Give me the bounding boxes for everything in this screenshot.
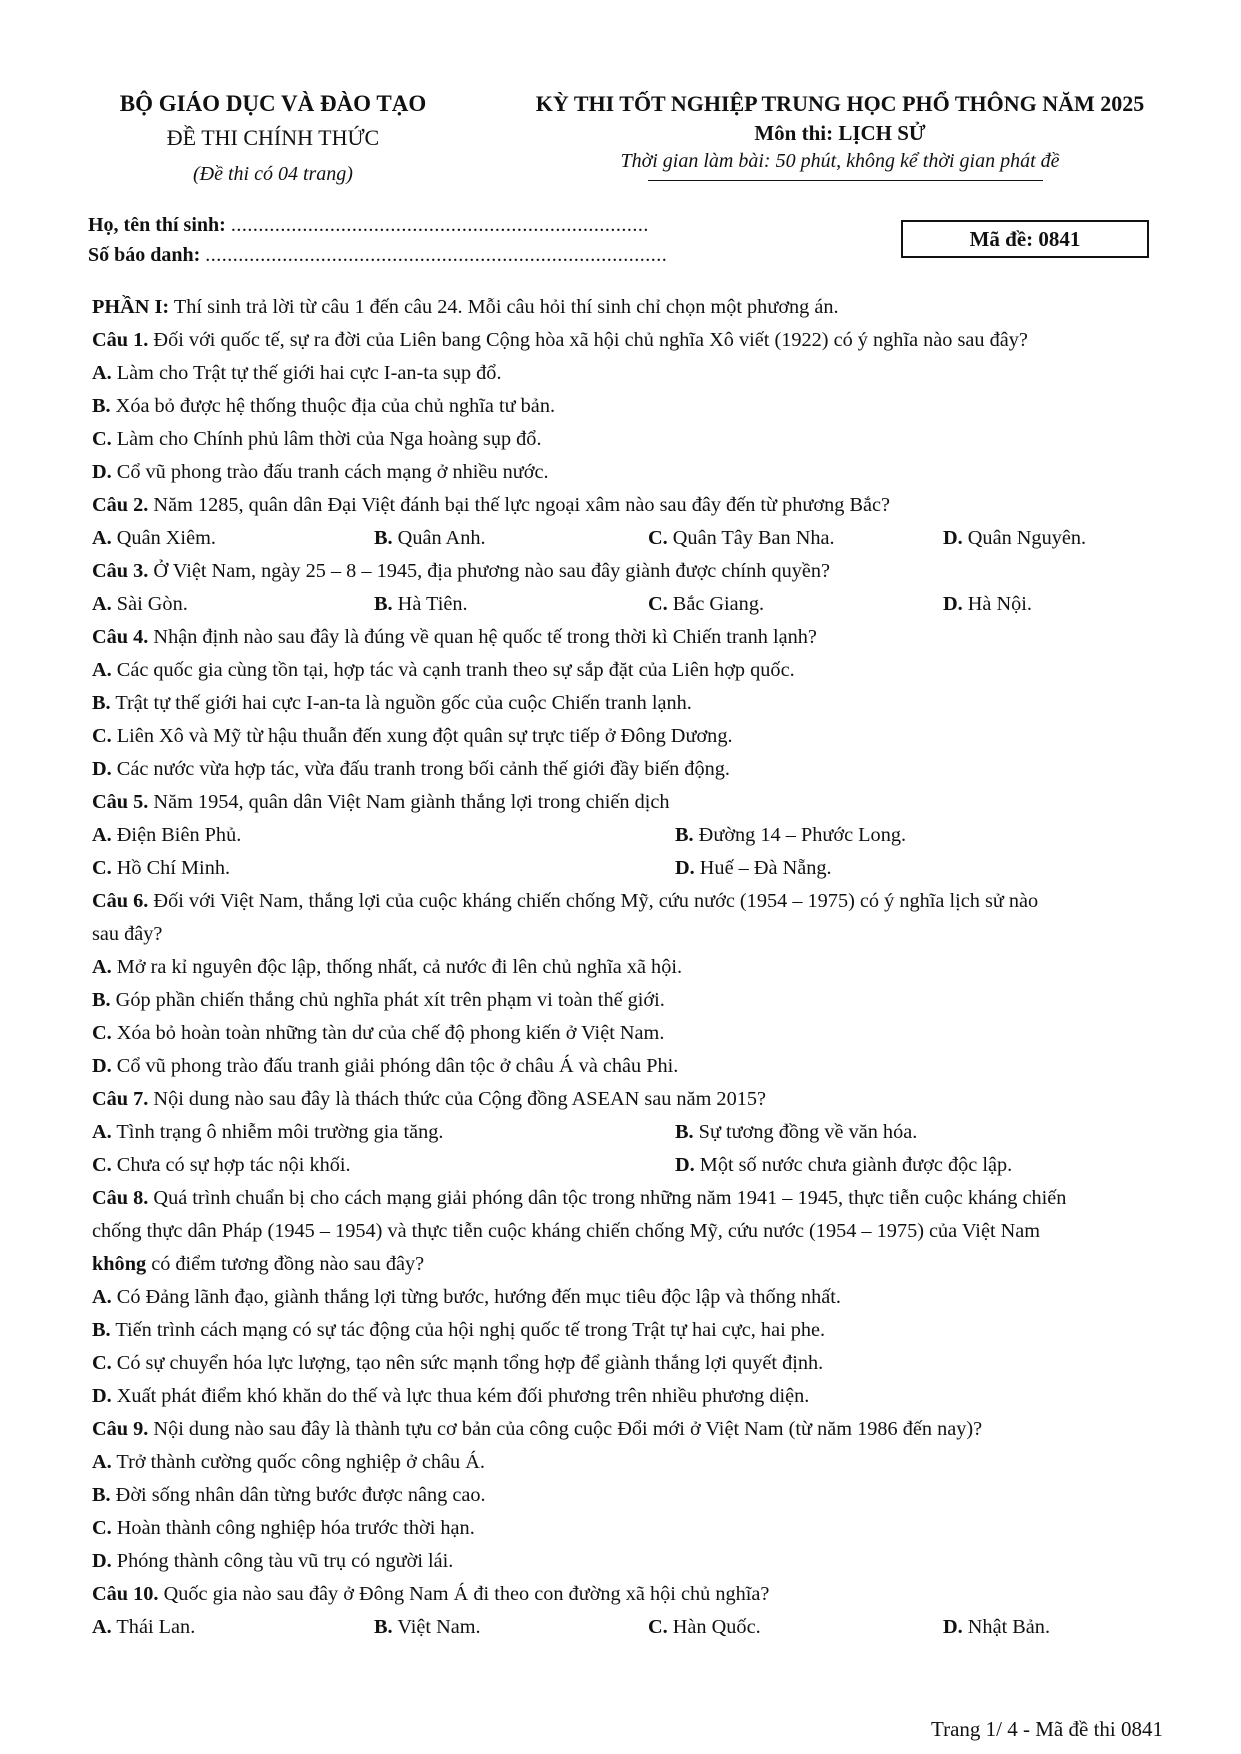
question-text: Nội dung nào sau đây là thành tựu cơ bản của công cuộc Đổi mới ở Việt Nam (từ năm 1986 đến nay)?: [148, 1418, 983, 1440]
exam-code-box: Mã đề: 0841: [901, 220, 1149, 258]
question-1: [92, 324, 1172, 357]
question-text: Năm 1954, quân dân Việt Nam giành thắng lợi trong chiến dịch: [148, 791, 670, 813]
option-key: A.: [92, 1616, 112, 1638]
option-key: A.: [92, 824, 112, 846]
option-key: C.: [648, 527, 668, 549]
option-key: D.: [943, 1616, 963, 1638]
option-text: Cổ vũ phong trào đấu tranh giải phóng dân tộc ở châu Á và châu Phi.: [111, 1055, 679, 1077]
question-6: [92, 885, 1172, 918]
option-key: C.: [92, 428, 112, 450]
option: [92, 1116, 675, 1149]
option: [92, 1512, 1172, 1545]
candidate-name-label: Họ, tên thí sinh:: [88, 214, 226, 236]
option: [92, 390, 1172, 423]
option: [675, 819, 906, 852]
part-label: PHẦN I:: [92, 296, 170, 318]
option: [92, 1545, 1172, 1578]
option-text: Các quốc gia cùng tồn tại, hợp tác và cạnh tranh theo sự sắp đặt của Liên hợp quốc.: [111, 659, 795, 681]
option-key: B.: [675, 1121, 694, 1143]
option: [92, 1380, 1172, 1413]
option-text: Sự tương đồng về văn hóa.: [693, 1121, 918, 1143]
header-right: [480, 90, 1200, 174]
option-text: Đời sống nhân dân từng bước được nâng cao.: [110, 1484, 486, 1506]
question-4: [92, 621, 1172, 654]
option: [675, 852, 832, 885]
option-text: Việt Nam.: [392, 1616, 481, 1638]
question-9: [92, 1413, 1172, 1446]
option-key: C.: [92, 857, 112, 879]
option: [92, 1050, 1172, 1083]
option-key: A.: [92, 527, 112, 549]
question-5: [92, 786, 1172, 819]
options-row: [92, 588, 1172, 621]
option-text: Bắc Giang.: [667, 593, 765, 615]
pages-note: (Đề thi có 04 trang): [193, 163, 353, 185]
option-text: Làm cho Trật tự thế giới hai cực I-an-ta sụp đổ.: [111, 362, 502, 384]
question-text: Nhận định nào sau đây là đúng về quan hệ quốc tế trong thời kì Chiến tranh lạnh?: [148, 626, 817, 648]
option-text: Hà Tiên.: [392, 593, 468, 615]
option: [92, 753, 1172, 786]
option-text: Hoàn thành công nghiệp hóa trước thời hạn.: [111, 1517, 475, 1539]
options-row: [92, 1149, 1172, 1182]
question-label: Câu 6.: [92, 890, 149, 912]
option: [92, 588, 374, 621]
question-2: [92, 489, 1172, 522]
option-key: C.: [92, 1154, 112, 1176]
question-text: Ở Việt Nam, ngày 25 – 8 – 1945, địa phương nào sau đây giành được chính quyền?: [148, 560, 831, 582]
option-key: C.: [92, 1022, 112, 1044]
option-text: Đường 14 – Phước Long.: [693, 824, 907, 846]
option: [648, 1611, 943, 1644]
question-10: [92, 1578, 1172, 1611]
option: [92, 522, 374, 555]
part-instruction: [92, 291, 1172, 324]
option: [92, 687, 1172, 720]
options-row: [92, 1611, 1172, 1644]
candidate-id-label: Số báo danh:: [88, 244, 201, 266]
question-text: Nội dung nào sau đây là thách thức của Cộng đồng ASEAN sau năm 2015?: [148, 1088, 766, 1110]
option-text: Hà Nội.: [962, 593, 1032, 615]
candidate-name-dots: ............................................................................: [230, 214, 649, 236]
option-key: D.: [92, 1550, 112, 1572]
option-text: Quân Tây Ban Nha.: [667, 527, 835, 549]
option-key: B.: [374, 593, 393, 615]
option: [92, 984, 1172, 1017]
option: [92, 1314, 1172, 1347]
time-note: Thời gian làm bài: 50 phút, không kể thời gian phát đề: [620, 150, 1060, 172]
option-text: Xóa bỏ hoàn toàn những tàn dư của chế độ phong kiến ở Việt Nam.: [111, 1022, 665, 1044]
option: [675, 1116, 917, 1149]
option-text: Sài Gòn.: [111, 593, 188, 615]
header-divider: [648, 180, 1043, 181]
option: [943, 1611, 1050, 1644]
option-text: Hàn Quốc.: [667, 1616, 761, 1638]
option-text: Cổ vũ phong trào đấu tranh cách mạng ở nhiều nước.: [111, 461, 549, 483]
candidate-name-field: [88, 212, 649, 238]
option: [92, 1017, 1172, 1050]
option-text: Quân Anh.: [392, 527, 486, 549]
option-key: A.: [92, 659, 112, 681]
official-label: ĐỀ THI CHÍNH THỨC: [166, 125, 380, 150]
question-text-end: có điểm tương đồng nào sau đây?: [146, 1253, 425, 1275]
option-text: Trật tự thế giới hai cực I-an-ta là nguồn gốc của cuộc Chiến tranh lạnh.: [110, 692, 692, 714]
option-key: D.: [943, 593, 963, 615]
option: [675, 1149, 1012, 1182]
option: [648, 522, 943, 555]
question-label: Câu 9.: [92, 1418, 149, 1440]
option-text: Điện Biên Phủ.: [111, 824, 242, 846]
option: [92, 1611, 374, 1644]
option: [374, 1611, 648, 1644]
option-text: Nhật Bản.: [962, 1616, 1051, 1638]
option-text: Các nước vừa hợp tác, vừa đấu tranh trong bối cảnh thế giới đầy biến động.: [111, 758, 730, 780]
option-key: D.: [92, 461, 112, 483]
option: [92, 720, 1172, 753]
candidate-id-field: [88, 242, 667, 268]
option-text: Liên Xô và Mỹ từ hậu thuẫn đến xung đột quân sự trực tiếp ở Đông Dương.: [111, 725, 733, 747]
option-key: D.: [92, 1055, 112, 1077]
option-text: Tiến trình cách mạng có sự tác động của hội nghị quốc tế trong Trật tự hai cực, hai phe.: [110, 1319, 826, 1341]
question-7: [92, 1083, 1172, 1116]
option: [92, 951, 1172, 984]
option-key: C.: [92, 725, 112, 747]
question-label: Câu 3.: [92, 560, 149, 582]
part-text: Thí sinh trả lời từ câu 1 đến câu 24. Mỗi câu hỏi thí sinh chỉ chọn một phương án.: [169, 296, 839, 318]
question-text-continued: chống thực dân Pháp (1945 – 1954) và thực tiễn cuộc kháng chiến chống Mỹ, cứu nước (1954 – 1975) của Việt Nam: [92, 1220, 1041, 1242]
question-label: Câu 1.: [92, 329, 149, 351]
option-key: D.: [675, 857, 695, 879]
option-text: Có Đảng lãnh đạo, giành thắng lợi từng bước, hướng đến mục tiêu độc lập và thống nhất.: [111, 1286, 841, 1308]
question-text: Quá trình chuẩn bị cho cách mạng giải phóng dân tộc trong những năm 1941 – 1945, thực tiễn cuộc kháng chiến: [148, 1187, 1067, 1209]
page-footer: Trang 1/ 4 - Mã đề thi 0841: [931, 1717, 1163, 1741]
option-key: D.: [92, 1385, 112, 1407]
option-text: Xóa bỏ được hệ thống thuộc địa của chủ nghĩa tư bản.: [110, 395, 556, 417]
option-text: Tình trạng ô nhiễm môi trường gia tăng.: [111, 1121, 444, 1143]
question-3: [92, 555, 1172, 588]
option-key: A.: [92, 1286, 112, 1308]
exam-content: [92, 291, 1172, 1644]
question-label: Câu 5.: [92, 791, 149, 813]
option-key: C.: [92, 1352, 112, 1374]
question-label: Câu 2.: [92, 494, 149, 516]
option-key: A.: [92, 956, 112, 978]
negation-word: không: [92, 1253, 147, 1275]
option: [92, 654, 1172, 687]
option-text: Phóng thành công tàu vũ trụ có người lái.: [111, 1550, 454, 1572]
option-text: Một số nước chưa giành được độc lập.: [694, 1154, 1013, 1176]
question-text-continued: [92, 1248, 1172, 1281]
option-text: Góp phần chiến thắng chủ nghĩa phát xít trên phạm vi toàn thế giới.: [110, 989, 665, 1011]
option-text: Hồ Chí Minh.: [111, 857, 231, 879]
option: [92, 1479, 1172, 1512]
option-text: Quân Xiêm.: [111, 527, 216, 549]
question-text: Quốc gia nào sau đây ở Đông Nam Á đi theo con đường xã hội chủ nghĩa?: [158, 1583, 770, 1605]
ministry-name: BỘ GIÁO DỤC VÀ ĐÀO TẠO: [119, 91, 427, 116]
option-key: B.: [374, 1616, 393, 1638]
option: [92, 852, 675, 885]
subject-label: Môn thi: LỊCH SỬ: [754, 121, 926, 145]
option-key: C.: [648, 593, 668, 615]
option-key: A.: [92, 593, 112, 615]
question-text: Đối với quốc tế, sự ra đời của Liên bang Cộng hòa xã hội chủ nghĩa Xô viết (1922) có ý nghĩa nào sau đây?: [148, 329, 1028, 351]
question-label: Câu 4.: [92, 626, 149, 648]
question-text: Năm 1285, quân dân Đại Việt đánh bại thế lực ngoại xâm nào sau đây đến từ phương Bắc?: [148, 494, 890, 516]
option: [92, 1149, 675, 1182]
candidate-id-dots: ....................................................................................: [205, 244, 668, 266]
option-key: D.: [92, 758, 112, 780]
option-text: Chưa có sự hợp tác nội khối.: [111, 1154, 351, 1176]
option: [92, 357, 1172, 390]
question-label: Câu 10.: [92, 1583, 159, 1605]
option-key: C.: [648, 1616, 668, 1638]
header-left: [88, 90, 458, 188]
option-text: Thái Lan.: [111, 1616, 196, 1638]
option-text: Huế – Đà Nẵng.: [694, 857, 832, 879]
option-text: Mở ra kỉ nguyên độc lập, thống nhất, cả nước đi lên chủ nghĩa xã hội.: [111, 956, 683, 978]
question-8: [92, 1182, 1172, 1215]
option-text: Quân Nguyên.: [962, 527, 1087, 549]
options-row: [92, 522, 1172, 555]
options-row: [92, 852, 1172, 885]
option-key: B.: [92, 1319, 111, 1341]
question-label: Câu 7.: [92, 1088, 149, 1110]
options-row: [92, 1116, 1172, 1149]
option-key: C.: [92, 1517, 112, 1539]
question-text: Đối với Việt Nam, thắng lợi của cuộc kháng chiến chống Mỹ, cứu nước (1954 – 1975) có ý nghĩa lịch sử nào: [148, 890, 1039, 912]
option-key: B.: [675, 824, 694, 846]
option-key: A.: [92, 1121, 112, 1143]
options-row: [92, 819, 1172, 852]
option-key: D.: [675, 1154, 695, 1176]
option: [374, 522, 648, 555]
question-label: Câu 8.: [92, 1187, 149, 1209]
option-key: D.: [943, 527, 963, 549]
option-key: B.: [92, 1484, 111, 1506]
option: [92, 456, 1172, 489]
option-text: Trở thành cường quốc công nghiệp ở châu Á.: [111, 1451, 485, 1473]
option-key: A.: [92, 362, 112, 384]
option-text: Có sự chuyển hóa lực lượng, tạo nên sức mạnh tổng hợp để giành thắng lợi quyết định.: [111, 1352, 824, 1374]
option: [92, 1446, 1172, 1479]
option: [92, 819, 675, 852]
option-key: B.: [92, 395, 111, 417]
option: [92, 423, 1172, 456]
option: [374, 588, 648, 621]
option: [92, 1281, 1172, 1314]
exam-title: KỲ THI TỐT NGHIỆP TRUNG HỌC PHỔ THÔNG NĂM 2025: [535, 91, 1145, 116]
option: [92, 1347, 1172, 1380]
question-text-continued: sau đây?: [92, 923, 163, 945]
option-key: B.: [92, 692, 111, 714]
option-key: A.: [92, 1451, 112, 1473]
option-text: Xuất phát điểm khó khăn do thế và lực thua kém đối phương trên nhiều phương diện.: [111, 1385, 810, 1407]
option-text: Làm cho Chính phủ lâm thời của Nga hoàng sụp đổ.: [111, 428, 542, 450]
option-key: B.: [374, 527, 393, 549]
option: [648, 588, 943, 621]
option: [943, 588, 1032, 621]
option: [943, 522, 1086, 555]
option-key: B.: [92, 989, 111, 1011]
